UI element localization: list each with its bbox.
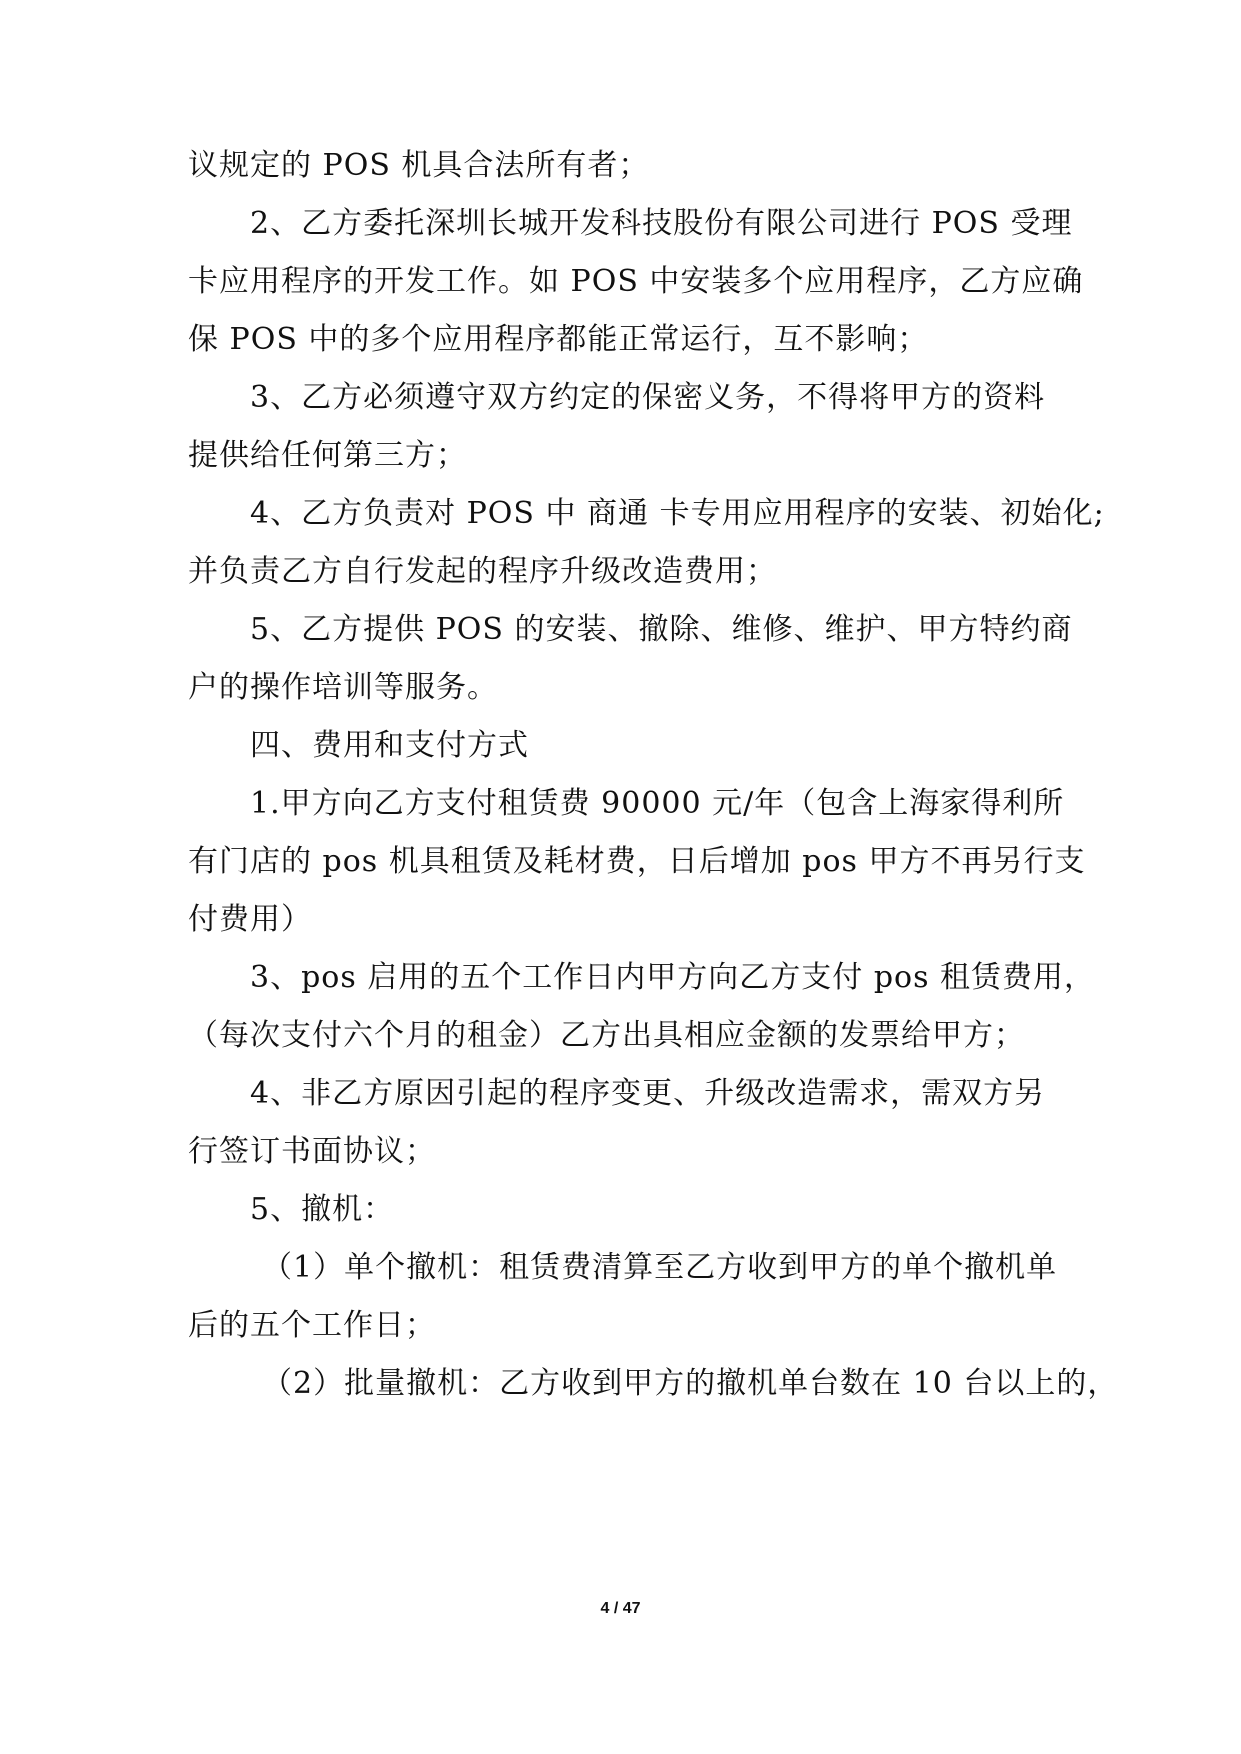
paragraph-line: 1.甲方向乙方支付租赁费 90000 元/年（包含上海家得利所	[250, 786, 1065, 821]
paragraph-line: 户的操作培训等服务。	[188, 670, 498, 705]
paragraph-line: 保 POS 中的多个应用程序都能正常运行，互不影响；	[188, 322, 929, 357]
paragraph-line: （2）批量撤机：乙方收到甲方的撤机单台数在 10 台以上的，	[262, 1366, 1119, 1401]
paragraph-line: 5、撤机：	[250, 1192, 395, 1227]
paragraph-line: 后的五个工作日；	[188, 1308, 436, 1343]
paragraph-line: 2、乙方委托深圳长城开发科技股份有限公司进行 POS 受理	[250, 206, 1073, 241]
paragraph-line: 提供给任何第三方；	[188, 438, 467, 473]
paragraph-line: 并负责乙方自行发起的程序升级改造费用；	[188, 554, 777, 589]
page-number: 4 / 47	[600, 1600, 641, 1617]
paragraph-line: 3、乙方必须遵守双方约定的保密义务，不得将甲方的资料	[250, 380, 1046, 415]
section-heading: 四、费用和支付方式	[250, 728, 529, 763]
paragraph-line: 3、pos 启用的五个工作日内甲方向乙方支付 pos 租赁费用，	[250, 960, 1096, 995]
paragraph-line: （每次支付六个月的租金）乙方出具相应金额的发票给甲方；	[188, 1018, 1025, 1053]
paragraph-line: 付费用）	[188, 902, 312, 937]
paragraph-line: 5、乙方提供 POS 的安装、撤除、维修、维护、甲方特约商	[250, 612, 1073, 647]
paragraph-line: 4、乙方负责对 POS 中 商通 卡专用应用程序的安装、初始化;	[250, 496, 1105, 531]
paragraph-line: 卡应用程序的开发工作。如 POS 中安装多个应用程序，乙方应确	[188, 264, 1084, 299]
paragraph-line: （1）单个撤机：租赁费清算至乙方收到甲方的单个撤机单	[262, 1250, 1058, 1285]
paragraph-line: 行签订书面协议；	[188, 1134, 436, 1169]
paragraph-line: 4、非乙方原因引起的程序变更、升级改造需求，需双方另	[250, 1076, 1046, 1111]
paragraph-line: 有门店的 pos 机具租赁及耗材费，日后增加 pos 甲方不再另行支	[188, 844, 1086, 879]
paragraph-line: 议规定的 POS 机具合法所有者；	[188, 148, 650, 183]
